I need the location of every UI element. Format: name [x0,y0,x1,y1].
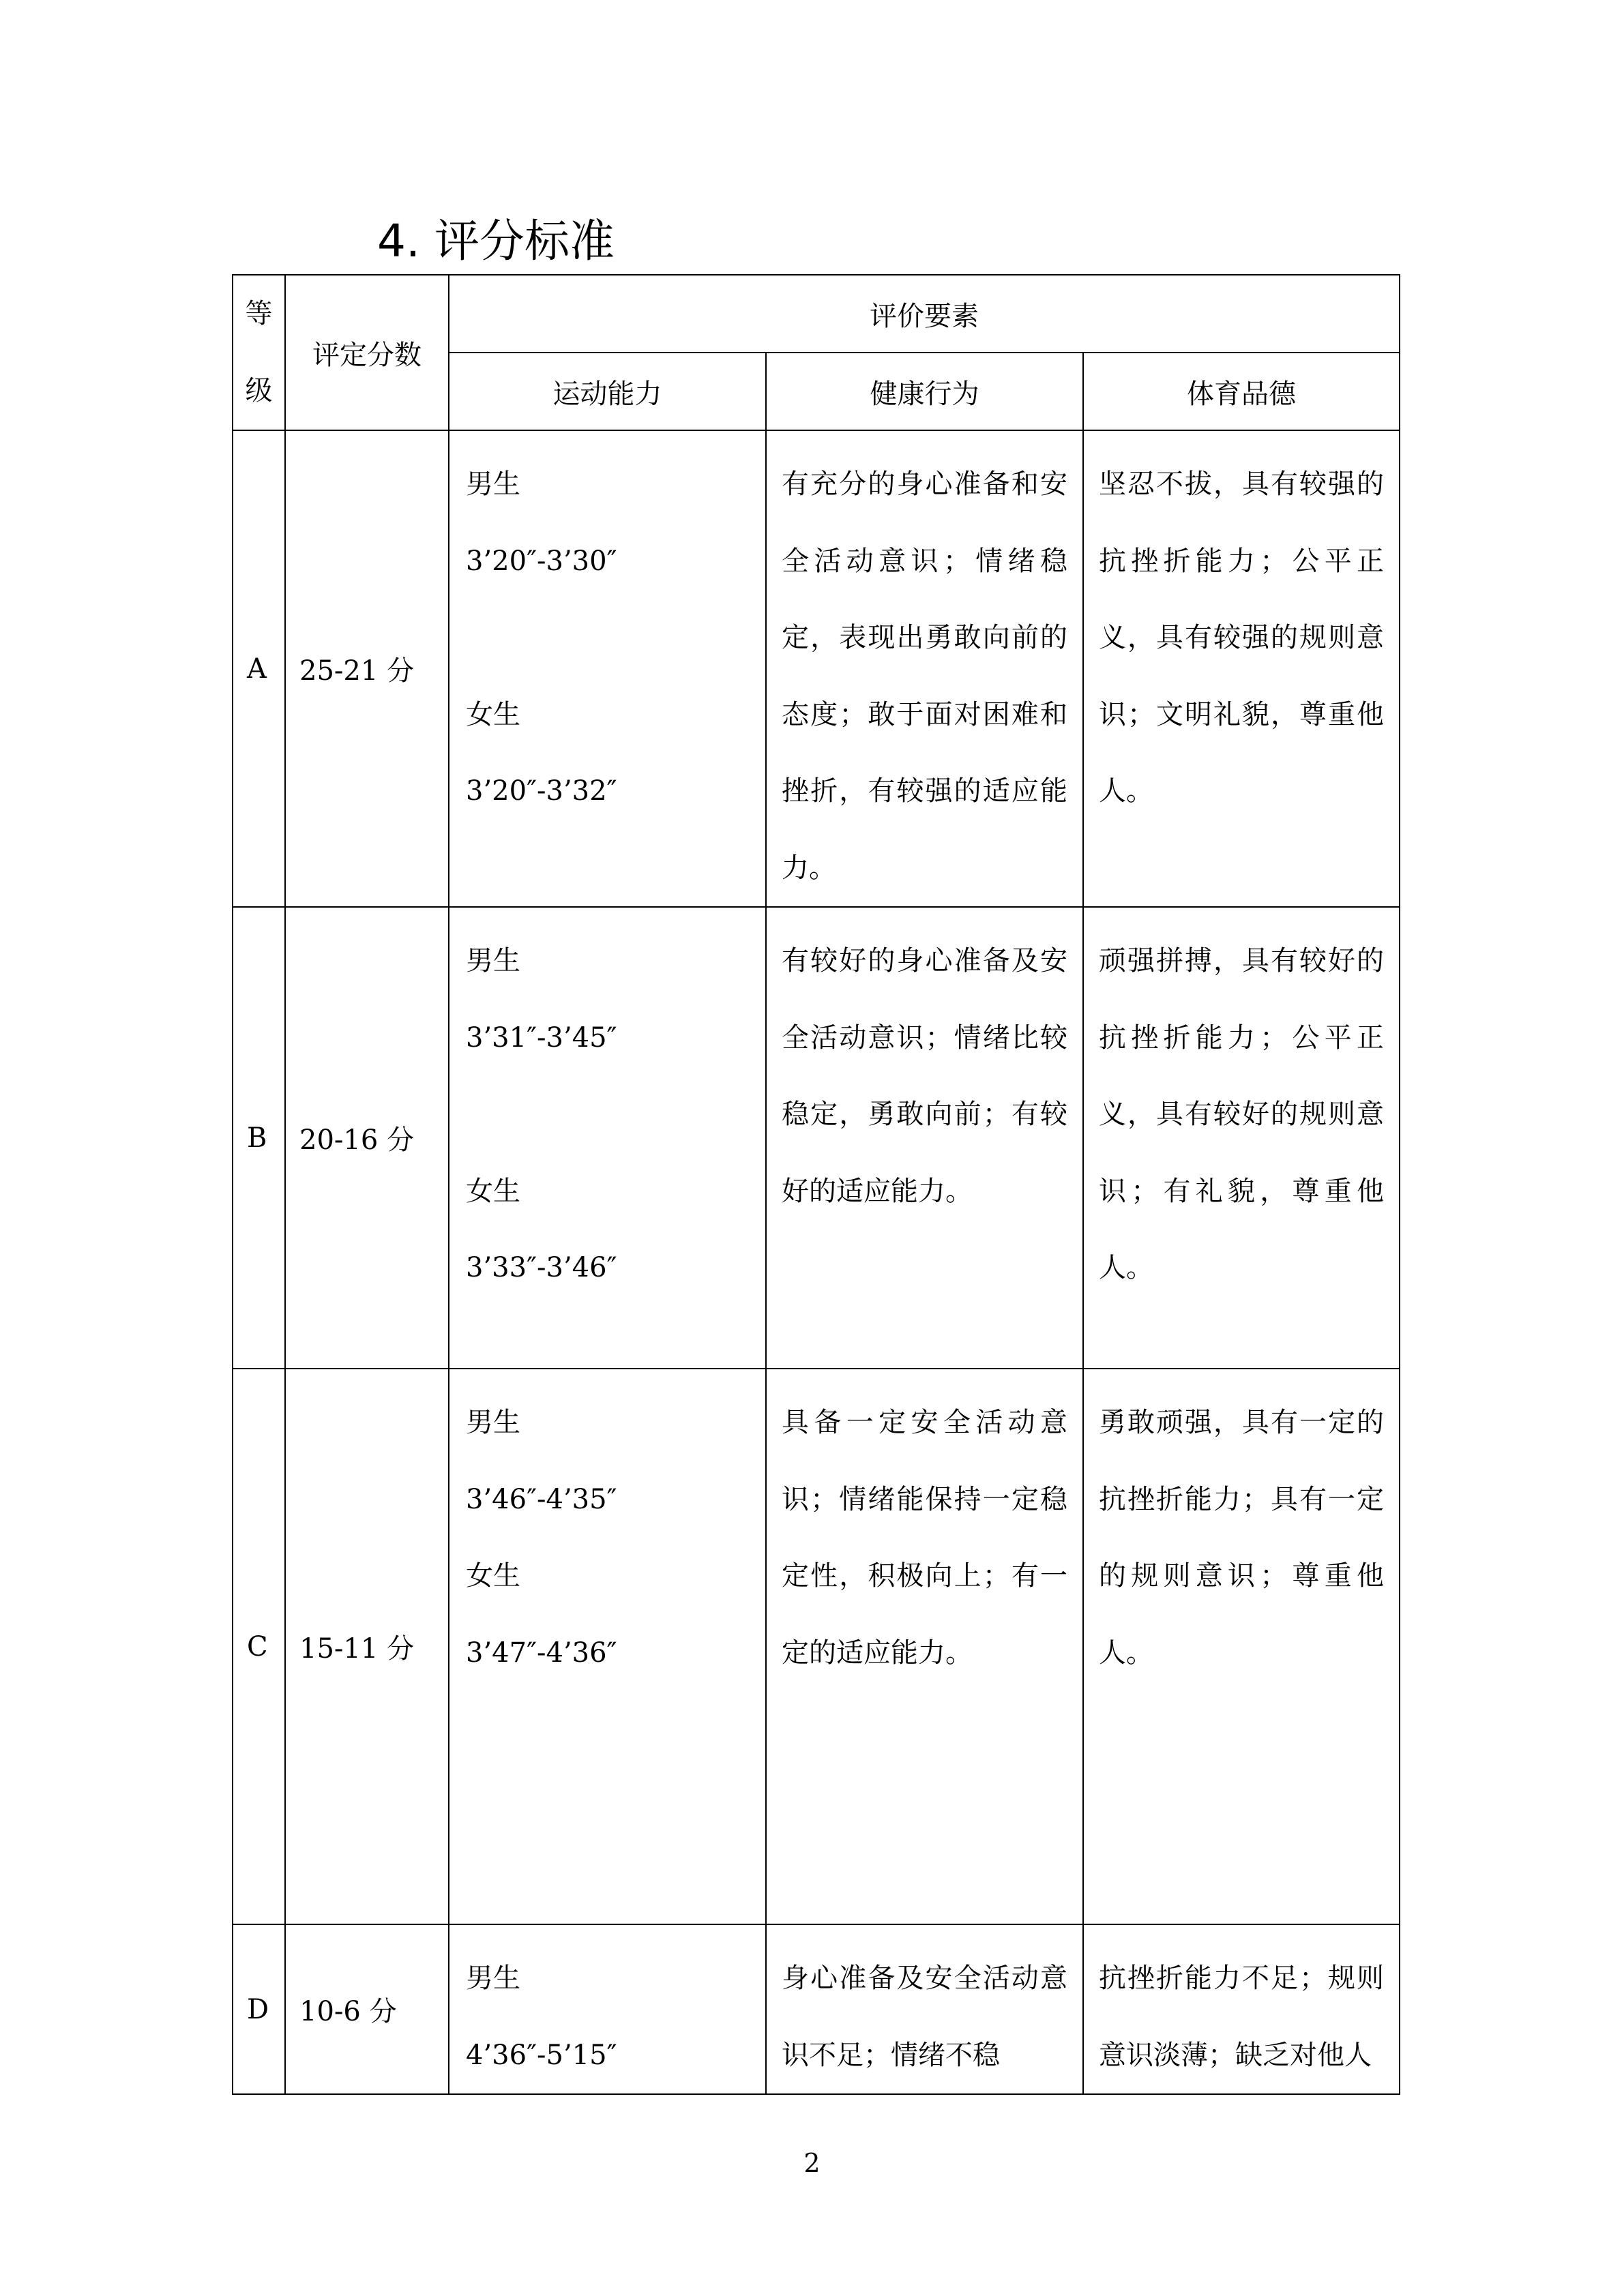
health-cell: 有充分的身心准备和安全活动意识；情绪稳定，表现出勇敢向前的态度；敢于面对困难和挫折，有较强的适应能力。 [766,430,1083,907]
motor-line: 3’20″-3’32″ [466,775,617,807]
header-motor: 运动能力 [449,353,766,430]
motor-line: 男生 [466,1963,520,1994]
ethics-cell: 坚忍不拔，具有较强的抗挫折能力；公平正义，具有较强的规则意识；文明礼貌，尊重他人。 [1083,430,1400,907]
scoring-table [232,274,1400,2095]
header-health: 健康行为 [766,353,1083,430]
motor-line: 4’36″-5’15″ [466,2039,617,2071]
ethics-cell: 勇敢顽强，具有一定的抗挫折能力；具有一定的规则意识；尊重他人。 [1083,1369,1400,1924]
score-cell: 25-21 分 [285,430,449,907]
motor-line: 3’46″-4’35″ [466,1483,617,1515]
motor-line: 男生 [466,468,520,500]
motor-line [466,1076,749,1153]
motor-cell [449,430,766,907]
motor-line: 男生 [466,1407,520,1438]
ethics-cell: 抗挫折能力不足；规则意识淡薄；缺乏对他人 [1083,1924,1400,2094]
motor-line: 男生 [466,945,520,976]
motor-line: 3’33″-3’46″ [466,1252,617,1283]
table-row [233,1924,1400,2094]
motor-line: 女生 [466,1175,520,1207]
health-cell: 身心准备及安全活动意识不足；情绪不稳 [766,1924,1083,2094]
score-cell: 10-6 分 [285,1924,449,2094]
header-grade: 等级 [233,275,285,430]
motor-line: 3’20″-3’30″ [466,545,617,577]
ethics-cell: 顽强拼搏，具有较好的抗挫折能力；公平正义，具有较好的规则意识；有礼貌，尊重他人。 [1083,907,1400,1369]
score-cell: 20-16 分 [285,907,449,1369]
table-row [233,1369,1400,1924]
grade-cell: C [233,1369,285,1924]
header-ethics: 体育品德 [1083,353,1400,430]
motor-cell [449,1369,766,1924]
header-row-1 [233,275,1400,353]
motor-line: 女生 [466,1560,520,1592]
grade-cell: B [233,907,285,1369]
health-cell: 具备一定安全活动意识；情绪能保持一定稳定性，积极向上；有一定的适应能力。 [766,1369,1083,1924]
header-elements: 评价要素 [449,275,1400,353]
motor-line: 3’47″-4’36″ [466,1637,617,1669]
health-cell: 有较好的身心准备及安全活动意识；情绪比较稳定，勇敢向前；有较好的适应能力。 [766,907,1083,1369]
grade-cell: A [233,430,285,907]
page-number: 2 [803,2148,821,2178]
header-score: 评定分数 [285,275,449,430]
table-row [233,907,1400,1369]
motor-cell [449,907,766,1369]
motor-line [466,599,749,676]
table-row [233,430,1400,907]
motor-line: 3’31″-3’45″ [466,1022,617,1054]
section-heading: 4. 评分标准 [377,215,615,267]
grade-cell: D [233,1924,285,2094]
motor-cell [449,1924,766,2094]
motor-line: 女生 [466,698,520,730]
score-cell: 15-11 分 [285,1369,449,1924]
